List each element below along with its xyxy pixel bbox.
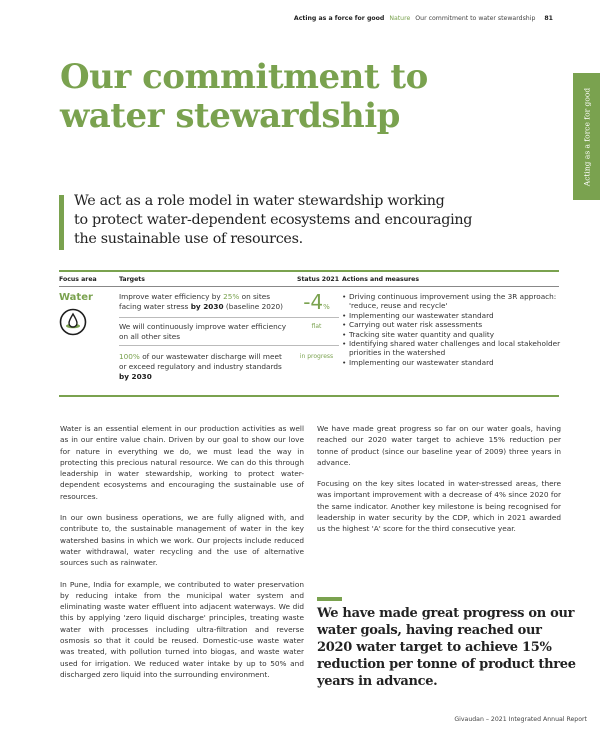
header-category: Nature — [389, 15, 411, 22]
body-paragraph: Focusing on the key sites located in water-stressed areas, there was important improvement with a decrease of 4% since 2020 for the same indicator. Another key milestone is being recognised for leadership in water security by the CDP, which in 2021 awarded us the highest 'A' score for the third consecutive year. — [317, 479, 561, 534]
target-text: on sites facing water stress — [119, 292, 270, 311]
action-item: • Tracking site water quantity and quality — [342, 330, 562, 339]
side-tab — [573, 73, 600, 200]
row-divider — [119, 345, 339, 346]
action-item: • Driving continuous improvement using the 3R approach: 'reduce, reuse and recycle' — [342, 292, 562, 311]
header-status: Status 2021 — [297, 276, 340, 283]
side-tab-label: Acting as a force for good — [582, 87, 591, 186]
table-bottom-rule — [59, 395, 559, 397]
target-text: Improve water efficiency by — [119, 292, 224, 301]
target-text: (baseline 2020) — [223, 302, 283, 311]
body-right-column — [317, 423, 561, 545]
body-paragraph: In our own business operations, we are fully aligned with, and contribute to, the sustainable management of water in the key watershed basins in which we work. Our projects include reduced water withdrawal, water recycling and the use of alternative sources such as rainwater. — [60, 513, 304, 568]
action-item: • Identifying shared water challenges and local stakeholder priorities in the watershed — [342, 339, 562, 358]
body-paragraph: We have made great progress so far on our water goals, having reached our 2020 water target to achieve 15% reduction per tonne of product (since our baseline year of 2009) three years in advance. — [317, 424, 561, 467]
intro-accent-bar — [59, 195, 64, 250]
target-highlight: 25% — [223, 292, 240, 301]
table-header-row — [59, 272, 559, 287]
status-unit: % — [323, 303, 330, 311]
status-row-3: in progress — [299, 353, 334, 360]
title-line-2: water stewardship — [60, 96, 400, 136]
body-paragraph: Water is an essential element in our production activities as well as in our entire value chain. Driven by our goal to show our love for nature in everything we do, we must lead the way in protecting this precious natural resource. We can do this through leadership in water stewardship, working to protect water-dependent ecosystems and encouraging the sustainable use of resources. — [60, 424, 304, 501]
target-bold: by 2030 — [119, 372, 152, 381]
action-item: • Implementing our wastewater standard — [342, 358, 562, 367]
target-highlight: 100% — [119, 352, 140, 361]
target-text: of our wastewater discharge will meet or exceed regulatory and industry standards — [119, 352, 282, 371]
intro-statement — [74, 192, 494, 249]
status-row-1 — [289, 292, 344, 317]
header-subsection: Our commitment to water stewardship — [415, 15, 536, 22]
intro-line: to protect water-dependent ecosystems and encouraging — [74, 212, 473, 228]
header-section: Acting as a force for good — [293, 15, 385, 22]
action-item: • Implementing our wastewater standard — [342, 311, 562, 320]
intro-line: the sustainable use of resources. — [74, 231, 303, 247]
status-value: -4 — [303, 290, 324, 314]
target-row-1 — [119, 292, 289, 312]
row-divider — [119, 317, 339, 318]
page-title — [60, 58, 428, 136]
water-drop-icon — [59, 308, 87, 336]
target-row-3 — [119, 352, 289, 382]
action-item: • Carrying out water risk assessments — [342, 320, 562, 329]
pull-quote: We have made great progress on our water goals, having reached our 2020 water target to achieve 15% reduction per tonne of product three years in advance. — [317, 606, 576, 689]
status-row-2: flat — [311, 323, 322, 330]
target-bold: by 2030 — [190, 302, 224, 311]
title-line-1: Our commitment to — [60, 57, 428, 97]
body-left-column — [60, 423, 304, 690]
page-footer: Givaudan – 2021 Integrated Annual Report — [454, 716, 587, 723]
targets-table — [59, 270, 561, 381]
intro-line: We act as a role model in water stewardship working — [74, 193, 445, 209]
page-number: 81 — [544, 15, 553, 22]
actions-list — [342, 292, 562, 367]
header-actions: Actions and measures — [342, 276, 420, 283]
target-row-2: We will continuously improve water efficiency on all other sites — [119, 322, 287, 341]
header-targets: Targets — [119, 276, 145, 283]
header-focus-area: Focus area — [59, 276, 97, 283]
running-header — [294, 15, 553, 22]
quote-accent-bar — [317, 597, 342, 601]
focus-area-label: Water — [59, 292, 93, 303]
body-paragraph: In Pune, India for example, we contributed to water preservation by reducing intake from the municipal water system and eliminating waste water effluent into adjacent waterways. We did this by applying 'zero liquid discharge' principles, treating waste water with processes including ultra-filtration and reverse osmosis so that it could be reused. Domestic-use waste water was treated, with pollution turned into biogas, and waste water used for irrigation. We reduced water intake by up to 50% and discharged zero liquid into the surrounding environment. — [60, 579, 304, 679]
